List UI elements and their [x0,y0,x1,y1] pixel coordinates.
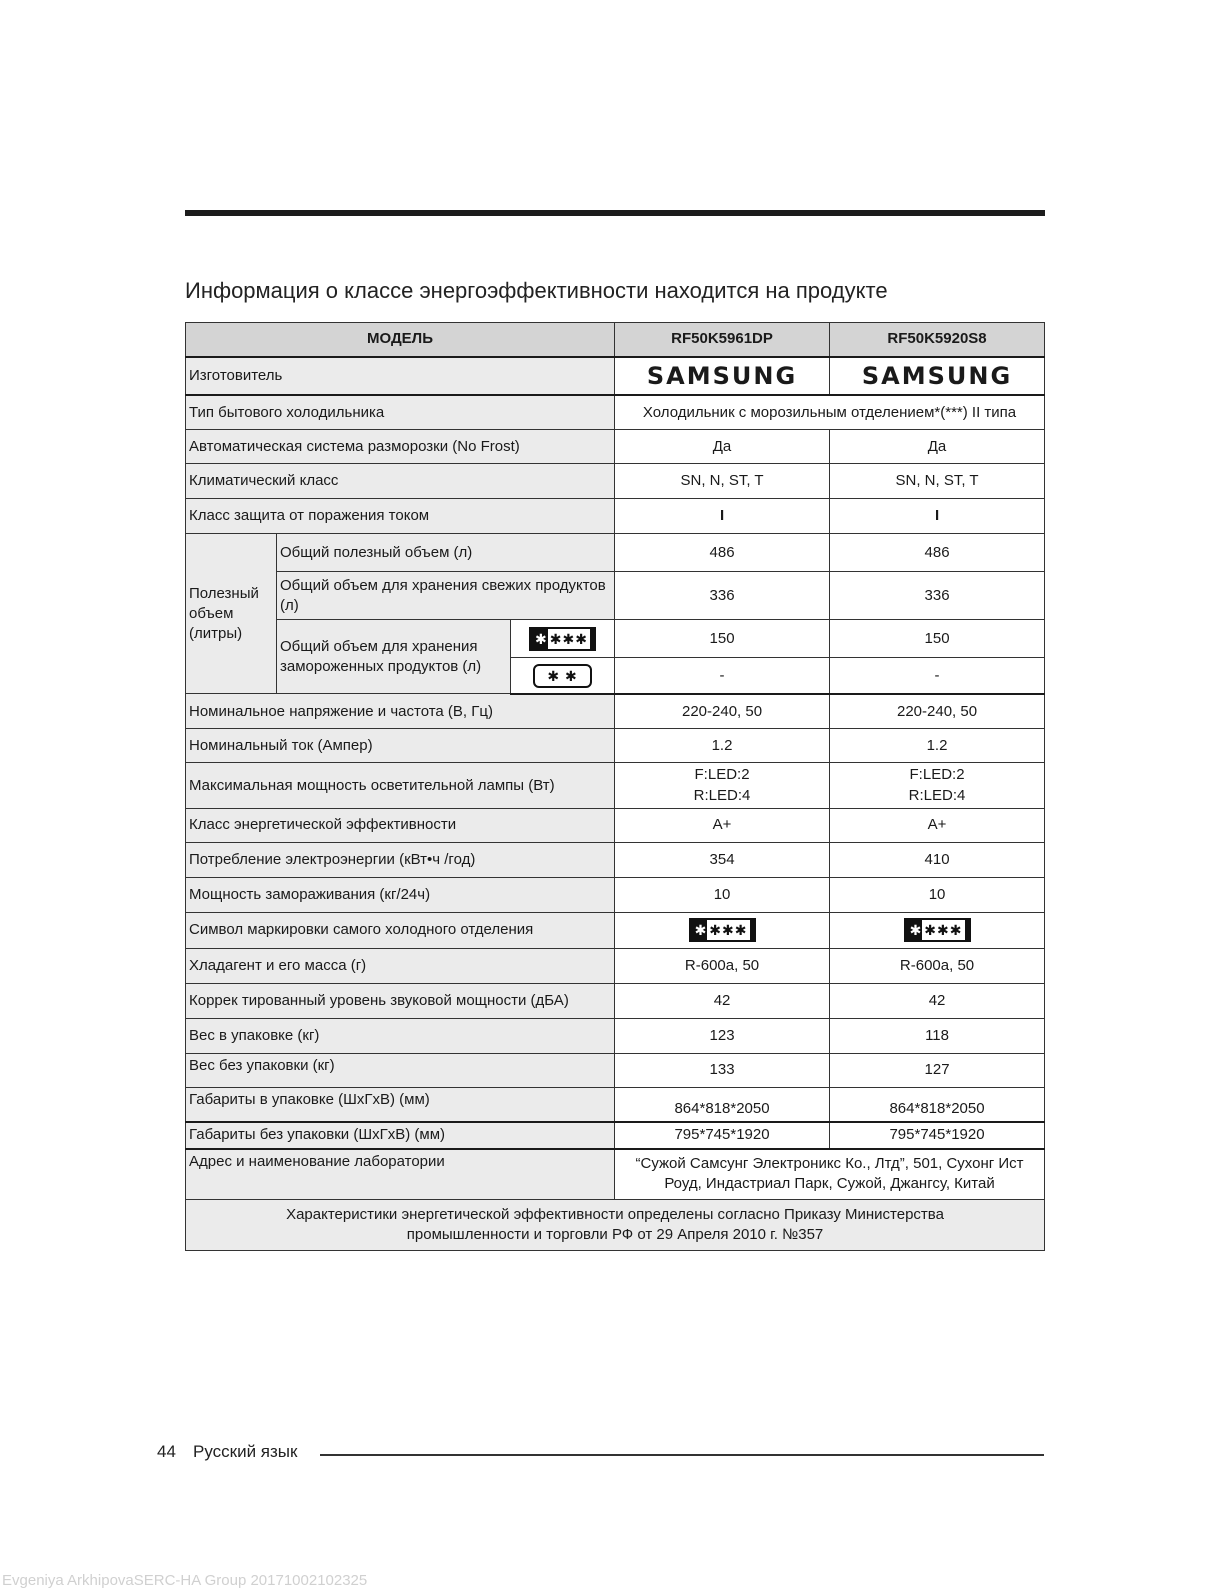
table-footnote [186,1200,1045,1251]
table-row [186,1200,1045,1251]
four-star-freezer-icon: ✱ ✱✱✱ [904,918,971,942]
table-row [186,534,1045,572]
row-label: Потребление электроэнергии (кВт•ч /год) [186,842,615,877]
cell-value: A+ [830,808,1045,842]
lamp-rear: R:LED:4 [693,786,751,804]
row-label: Вес без упаковки (кг) [186,1053,615,1087]
cell-value: 220-240, 50 [615,694,830,729]
cell-value: 10 [830,877,1045,912]
footnote-line: промышленности и торговли РФ от 29 Апреля 2010 г. №357 [406,1226,824,1244]
lab-address [615,1149,1045,1200]
row-label: Габариты в упаковке (ШхГхВ) (мм) [186,1087,615,1122]
watermark: Evgeniya ArkhipovaSERC-HA Group 20171002102325 [2,1572,368,1589]
table-row [186,808,1045,842]
bottom-rule [320,1454,1044,1456]
cell-value: 42 [615,983,830,1018]
spec-table [185,322,1045,1251]
cell-value: R-600a, 50 [615,948,830,983]
cell-value: 1.2 [615,729,830,763]
page-number: 44 [157,1442,176,1461]
footnote-line: Характеристики энергетической эффективности определены согласно Приказу Министерства [286,1205,944,1223]
cell-value: 1.2 [830,729,1045,763]
manufacturer-logo-1 [615,357,830,395]
table-row [186,983,1045,1018]
row-label: Хладагент и его масса (г) [186,948,615,983]
row-label: Максимальная мощность осветительной лампы (Вт) [186,763,615,809]
row-label: Климатический класс [186,464,615,499]
cell-value: 486 [615,534,830,572]
cell-value: 150 [615,620,830,658]
row-label: Номинальное напряжение и частота (В, Гц) [186,694,615,729]
row-label: Изготовитель [186,357,615,395]
cell-value: R-600a, 50 [830,948,1045,983]
cell-value: 133 [615,1053,830,1087]
table-row [186,620,1045,658]
row-label: Общий объем для хранения замороженных продуктов (л) [277,620,511,694]
two-star-freezer-icon: ✱ ✱ [533,664,591,688]
row-label: Мощность замораживания (кг/24ч) [186,877,615,912]
manufacturer-logo-2 [830,357,1045,395]
cell-value [830,763,1045,809]
cell-value: 42 [830,983,1045,1018]
header-model-label: МОДЕЛЬ [186,323,615,357]
cell-value: I [615,499,830,534]
cell-value: Да [615,430,830,464]
samsung-logo: SAMSUNG [646,361,798,390]
row-label: Габариты без упаковки (ШхГхВ) (мм) [186,1122,615,1148]
four-star-freezer-icon: ✱ ✱✱✱ [689,918,756,942]
row-label: Вес в упаковке (кг) [186,1018,615,1053]
cell-value: 354 [615,842,830,877]
table-row [186,572,1045,620]
row-label: Номинальный ток (Ампер) [186,729,615,763]
table-row [186,1053,1045,1087]
table-row [186,729,1045,763]
table-row [186,499,1045,534]
two-star-symbol-cell [511,658,615,694]
cell-value: 410 [830,842,1045,877]
row-label: Класс энергетической эффективности [186,808,615,842]
cell-value: 123 [615,1018,830,1053]
table-row [186,1018,1045,1053]
lab-address-line: “Сужой Самсунг Электроникс Ко., Лтд”, 501, Сухонг Ист [635,1155,1024,1173]
page-language: Русский язык [193,1442,298,1461]
row-label: Класс защита от поражения током [186,499,615,534]
table-row [186,323,1045,357]
cell-value: SN, N, ST, T [830,464,1045,499]
cell-value: 336 [830,572,1045,620]
table-row [186,877,1045,912]
cell-value [615,763,830,809]
table-row [186,1087,1045,1122]
four-star-freezer-icon: ✱ ✱✱✱ [529,627,596,651]
row-label: Адрес и наименование лаборатории [186,1149,615,1200]
four-star-symbol-cell [511,620,615,658]
row-label: Символ маркировки самого холодного отделения [186,912,615,948]
fridge-type-value: Холодильник с морозильным отделением*(***) II типа [615,395,1045,430]
table-row [186,842,1045,877]
table-row [186,395,1045,430]
lamp-front: F:LED:2 [694,766,750,784]
lamp-front: F:LED:2 [909,766,965,784]
table-row [186,1122,1045,1148]
header-model-2: RF50K5920S8 [830,323,1045,357]
row-label: Общий полезный объем (л) [277,534,615,572]
table-row [186,948,1045,983]
cell-value: Да [830,430,1045,464]
coldest-symbol-cell [830,912,1045,948]
cell-value: I [830,499,1045,534]
page-heading: Информация о классе энергоэффективности находится на продукте [185,278,888,303]
cell-value: 486 [830,534,1045,572]
cell-value: 220-240, 50 [830,694,1045,729]
cell-value: 127 [830,1053,1045,1087]
lamp-rear: R:LED:4 [908,786,966,804]
cell-value: 795*745*1920 [615,1122,830,1148]
row-label: Коррек тированный уровень звуковой мощности (дБА) [186,983,615,1018]
cell-value: 118 [830,1018,1045,1053]
cell-value: 150 [830,620,1045,658]
cell-value: 864*818*2050 [615,1087,830,1122]
cell-value: 795*745*1920 [830,1122,1045,1148]
volume-group-label: Полезный объем (литры) [186,534,277,694]
samsung-logo: SAMSUNG [861,361,1013,390]
cell-value: 10 [615,877,830,912]
table-row [186,912,1045,948]
cell-value: 336 [615,572,830,620]
cell-value: SN, N, ST, T [615,464,830,499]
table-row [186,1149,1045,1200]
row-label: Автоматическая система разморозки (No Frost) [186,430,615,464]
cell-value: 864*818*2050 [830,1087,1045,1122]
cell-value: - [830,658,1045,694]
row-label: Общий объем для хранения свежих продуктов (л) [277,572,615,620]
table-row [186,763,1045,809]
cell-value: A+ [615,808,830,842]
table-row [186,694,1045,729]
cell-value: - [615,658,830,694]
top-rule [185,210,1045,216]
lab-address-line: Роуд, Индастриал Парк, Сужой, Джангсу, Китай [664,1175,995,1193]
coldest-symbol-cell [615,912,830,948]
table-row [186,430,1045,464]
table-row [186,464,1045,499]
header-model-1: RF50K5961DP [615,323,830,357]
row-label: Тип бытового холодильника [186,395,615,430]
table-row [186,357,1045,395]
